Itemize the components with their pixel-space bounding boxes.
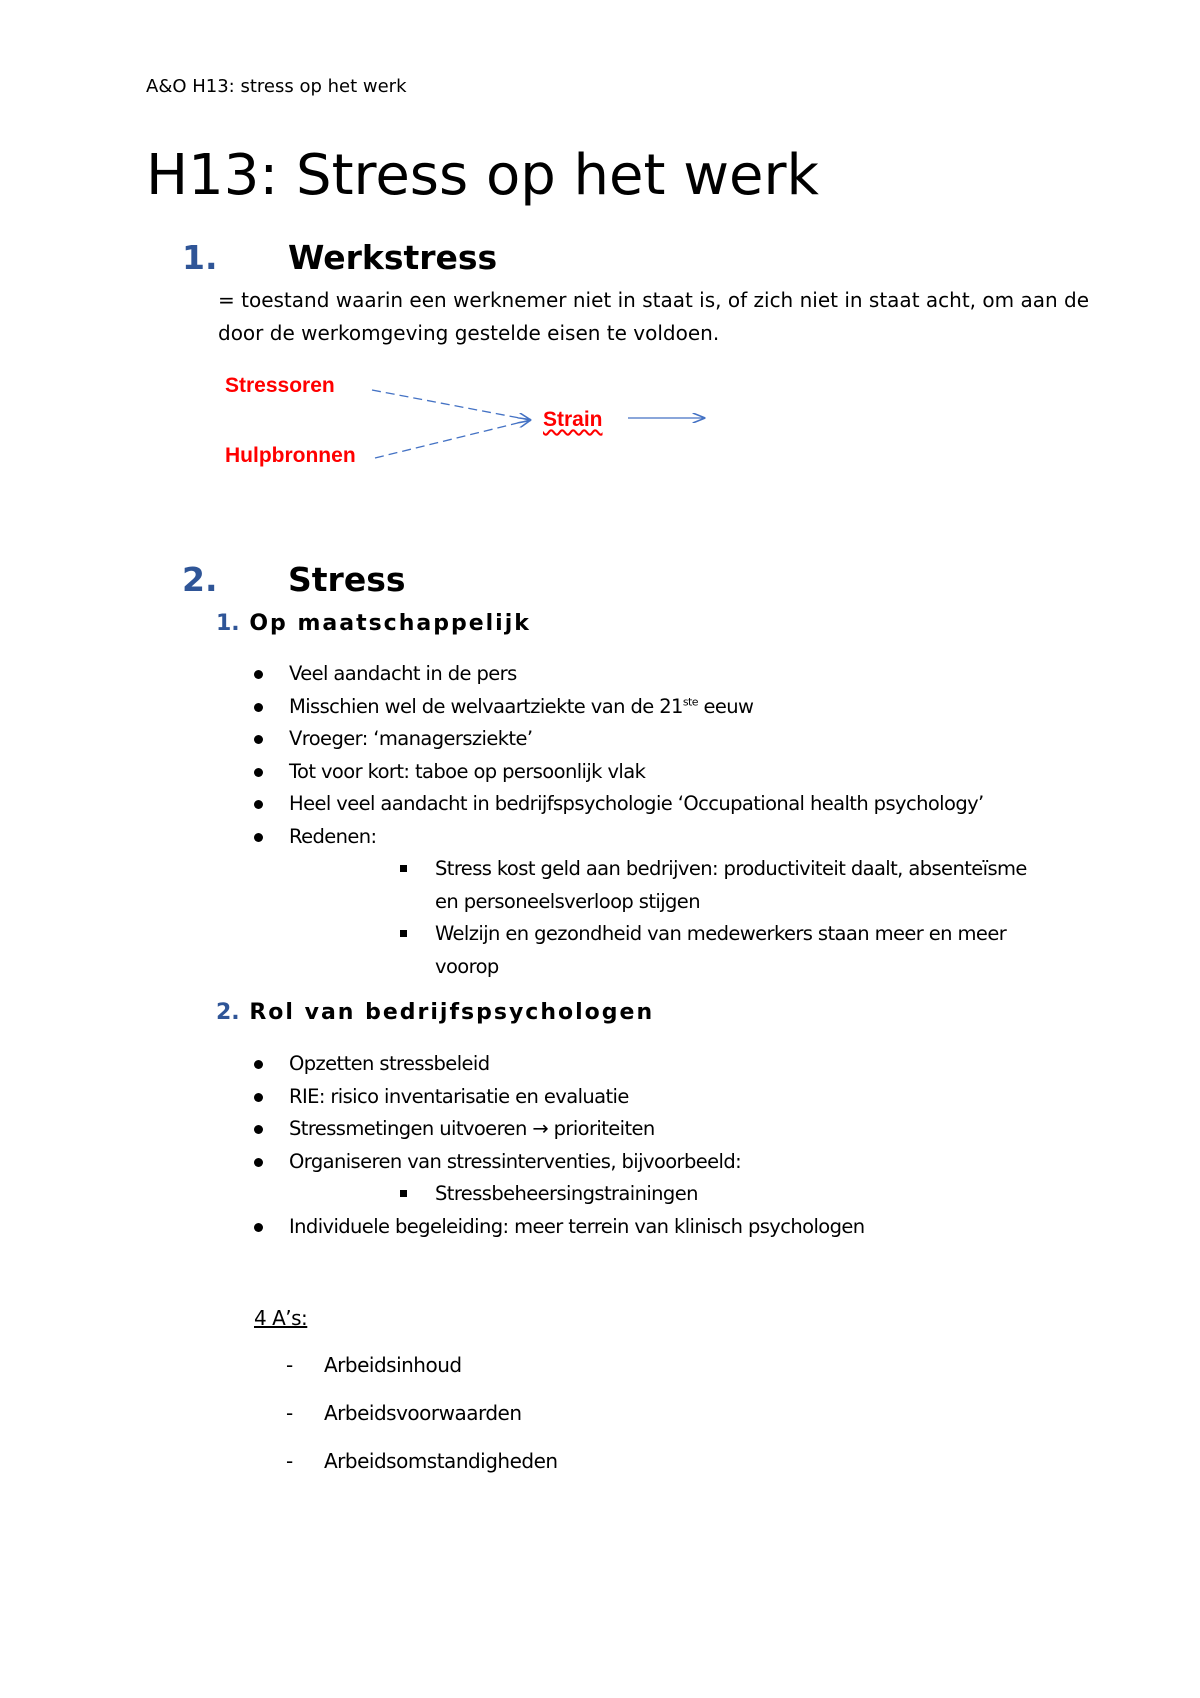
list-subitem: Stressbeheersingstrainingen — [400, 1178, 1055, 1211]
list-item: Opzetten stressbeleid — [254, 1048, 1055, 1081]
section-1-title: Werkstress — [288, 238, 498, 277]
maatschappelijk-list — [254, 658, 1055, 983]
section-1-heading — [182, 238, 497, 278]
superscript-ste: ste — [682, 695, 698, 708]
page-header: A&O H13: stress op het werk — [146, 76, 407, 97]
list-item: - Arbeidsvoorwaarden — [286, 1398, 558, 1446]
section-2-title: Stress — [288, 560, 406, 599]
subsection-2-heading — [216, 998, 654, 1028]
list-item: - Arbeidsinhoud — [286, 1350, 558, 1398]
list-item: - Arbeidsomstandigheden — [286, 1446, 558, 1494]
stressoren-arrow — [372, 390, 530, 420]
list-item: Organiseren van stressinterventies, bijvoorbeeld: — [254, 1146, 1055, 1179]
strain-label: Strain — [543, 408, 603, 431]
subsection-2-title: Rol van bedrijfspsychologen — [249, 1000, 655, 1025]
list-item: Redenen: — [254, 821, 1055, 854]
four-a-heading: 4 A’s: — [254, 1306, 308, 1330]
list-item: Misschien wel de welvaartziekte van de 21ste eeuw — [254, 691, 1055, 724]
list-item: Heel veel aandacht in bedrijfspsychologie ‘Occupational health psychology’ — [254, 788, 1055, 821]
subsection-1-title: Op maatschappelijk — [249, 611, 531, 636]
stressoren-label: Stressoren — [225, 374, 335, 397]
list-subitem: Welzijn en gezondheid van medewerkers staan meer en meer voorop — [400, 918, 1055, 983]
four-a-list — [286, 1350, 558, 1494]
list-item: RIE: risico inventarisatie en evaluatie — [254, 1081, 1055, 1114]
hulpbronnen-arrow — [375, 420, 530, 458]
list-item: Individuele begeleiding: meer terrein van klinisch psychologen — [254, 1211, 1055, 1244]
werkstress-definition: = toestand waarin een werknemer niet in staat is, of zich niet in staat acht, om aan de door de werkomgeving gestelde eisen te voldoen. — [218, 288, 1089, 345]
list-subitem: Stress kost geld aan bedrijven: productiviteit daalt, absenteïsme en personeelsverloop stijgen — [400, 853, 1055, 918]
list-item: Veel aandacht in de pers — [254, 658, 1055, 691]
bedrijfspsychologen-list — [254, 1048, 1055, 1243]
subsection-1-number: 1. — [216, 611, 240, 636]
document-title: H13: Stress op het werk — [146, 143, 819, 208]
list-item: Tot voor kort: taboe op persoonlijk vlak — [254, 756, 1055, 789]
list-item: Stressmetingen uitvoeren → prioriteiten — [254, 1113, 1055, 1146]
hulpbronnen-label: Hulpbronnen — [225, 444, 356, 467]
subsection-2-number: 2. — [216, 1000, 240, 1025]
list-item: Vroeger: ‘managersziekte’ — [254, 723, 1055, 756]
section-1-number: 1. — [182, 238, 218, 277]
section-2-number: 2. — [182, 560, 218, 599]
subsection-1-heading — [216, 609, 531, 639]
section-2-heading — [182, 560, 405, 600]
